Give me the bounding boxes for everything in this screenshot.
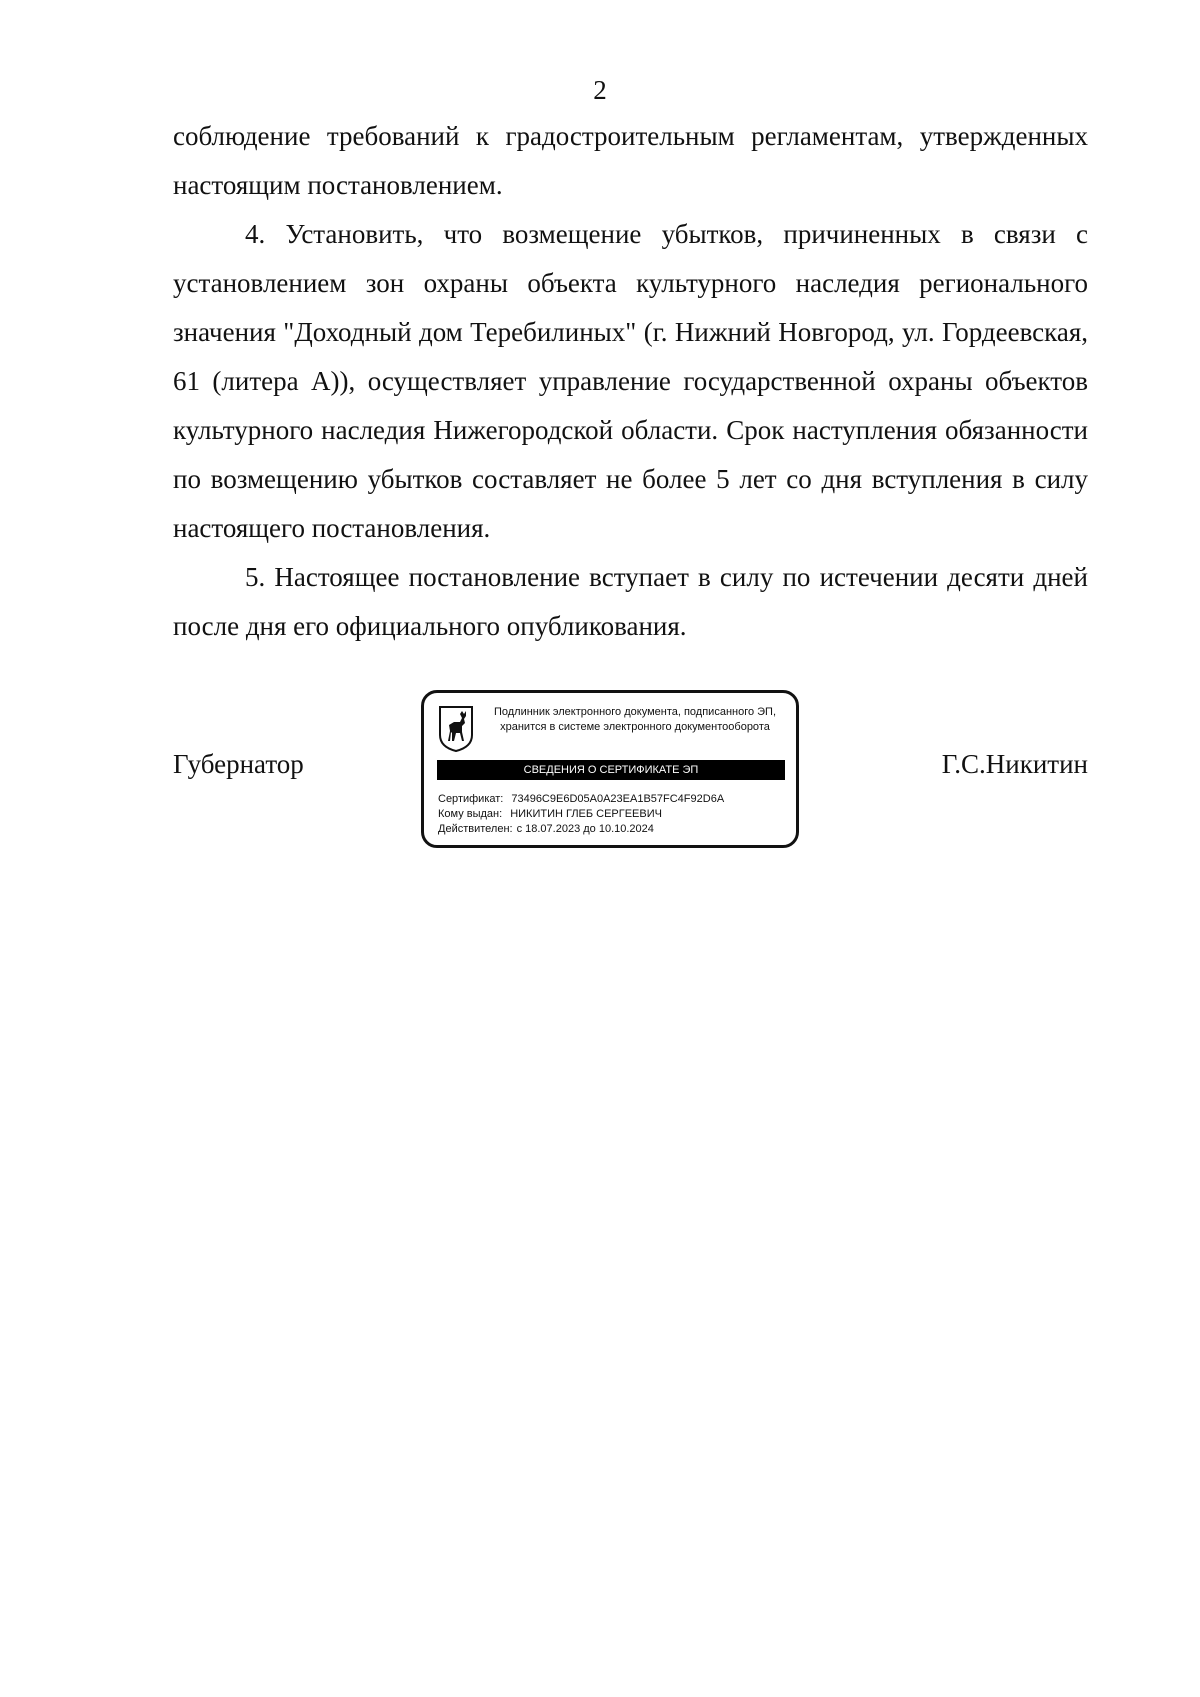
stamp-header-line-1: Подлинник электронного документа, подписанного ЭП,: [493, 706, 777, 718]
certificate-details: [438, 792, 724, 837]
electronic-signature-stamp: [421, 690, 799, 848]
validity-label: Действителен:: [438, 823, 513, 835]
paragraph-continuation: соблюдение требований к градостроительным регламентам, утвержденных настоящим постановлением.: [173, 121, 1088, 200]
signature-block: [173, 690, 1088, 850]
signer-name: Г.С.Никитин: [941, 749, 1088, 779]
certificate-value: 73496C9E6D05A0A23EA1B57FC4F92D6A: [511, 793, 725, 805]
certificate-row: [438, 792, 724, 807]
issued-to-value: НИКИТИН ГЛЕБ СЕРГЕЕВИЧ: [510, 808, 662, 820]
document-body: [173, 112, 1088, 651]
page-number: 2: [593, 75, 607, 105]
certificate-info-bar: СВЕДЕНИЯ О СЕРТИФИКАТЕ ЭП: [437, 760, 785, 780]
deer-coat-of-arms-icon: [438, 705, 474, 753]
signer-position: Губернатор: [173, 749, 304, 779]
issued-to-row: [438, 807, 724, 822]
paragraph-item-5: 5. Настоящее постановление вступает в силу по истечении десяти дней после дня его официального опубликования.: [173, 562, 1088, 641]
stamp-header: [478, 705, 792, 735]
stamp-header-line-2: хранится в системе электронного документооборота: [500, 721, 770, 733]
issued-to-label: Кому выдан:: [438, 808, 503, 820]
certificate-label: Сертификат:: [438, 793, 504, 805]
validity-row: [438, 822, 724, 837]
paragraph-item-4: 4. Установить, что возмещение убытков, причиненных в связи с установлением зон охраны объекта культурного наследия регионального значения "Доходный дом Теребилиных" (г. Нижний Новгород, ул. Гордеевская, 61 (литера А)), осуществляет управление государственной охраны объектов культурного наследия Нижегородской области. Срок наступления обязанности по возмещению убытков составляет не более 5 лет со дня вступления в силу настоящего постановления.: [173, 219, 1088, 543]
validity-value: с 18.07.2023 до 10.10.2024: [516, 823, 654, 835]
